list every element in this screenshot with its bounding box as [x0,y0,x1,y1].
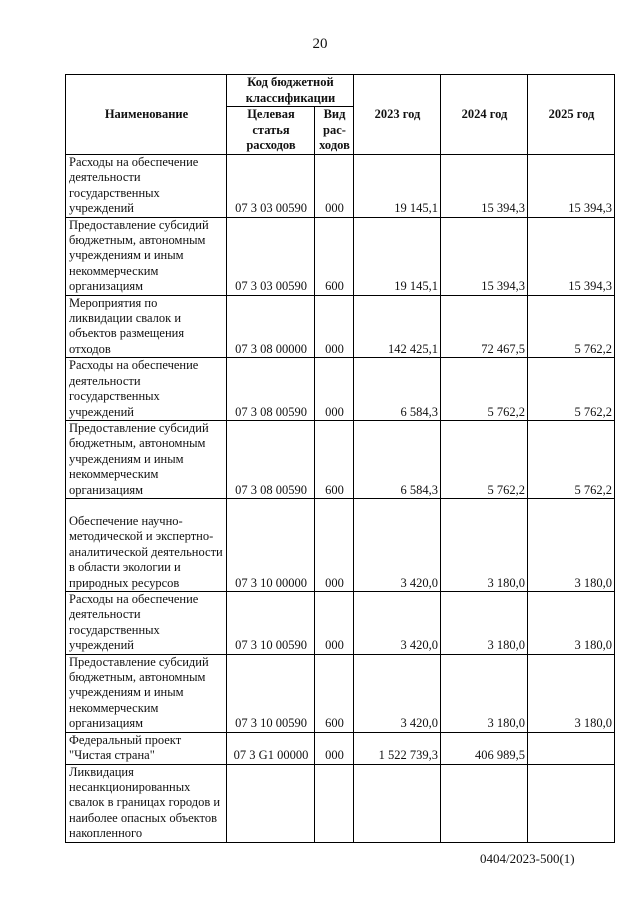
row-name: Федеральный проект "Чистая страна" [66,732,227,764]
row-2023: 3 420,0 [354,498,441,591]
row-kind: 000 [315,732,354,764]
row-2025: 3 180,0 [528,654,615,732]
row-kind [315,764,354,842]
row-target: 07 3 10 00590 [227,654,315,732]
header-name: Наименование [66,75,227,155]
row-target: 07 3 10 00000 [227,498,315,591]
row-name: Обеспечение научно-методической и экспертно-аналитической деятельности в области экологии и природных ресурсов [66,498,227,591]
row-name: Предоставление субсидий бюджетным, автономным учреждениям и иным некоммерческим организациям [66,654,227,732]
row-2023: 1 522 739,3 [354,732,441,764]
row-2024: 5 762,2 [441,420,528,498]
header-kind: Вид рас-ходов [315,107,354,155]
row-target: 07 3 10 00590 [227,591,315,654]
table-row [66,295,615,358]
budget-table [65,74,615,843]
row-kind: 600 [315,217,354,295]
row-2023: 6 584,3 [354,358,441,421]
table-row [66,155,615,218]
table-row [66,420,615,498]
document-number: 0404/2023-500(1) [480,851,575,866]
row-name: Предоставление субсидий бюджетным, автономным учреждениям и иным некоммерческим организациям [66,420,227,498]
row-2023 [354,764,441,842]
row-2023: 3 420,0 [354,591,441,654]
row-2024 [441,764,528,842]
row-2025 [528,764,615,842]
header-2023: 2023 год [354,75,441,155]
table-row [66,591,615,654]
row-2023: 6 584,3 [354,420,441,498]
header-target: Целевая статья расходов [227,107,315,155]
table-row [66,358,615,421]
row-kind: 000 [315,295,354,358]
row-2025: 5 762,2 [528,358,615,421]
row-2023: 142 425,1 [354,295,441,358]
row-2024: 5 762,2 [441,358,528,421]
row-2025: 15 394,3 [528,155,615,218]
row-kind: 600 [315,420,354,498]
row-2024: 15 394,3 [441,155,528,218]
row-2023: 3 420,0 [354,654,441,732]
table-row [66,654,615,732]
page-number: 20 [312,36,328,52]
row-name: Расходы на обеспечение деятельности государственных учреждений [66,358,227,421]
row-kind: 600 [315,654,354,732]
row-kind: 000 [315,498,354,591]
row-2024: 15 394,3 [441,217,528,295]
row-2025: 5 762,2 [528,420,615,498]
row-target: 07 3 08 00590 [227,420,315,498]
row-target: 07 3 03 00590 [227,155,315,218]
row-target [227,764,315,842]
row-2025 [528,732,615,764]
table-row [66,732,615,764]
row-2025: 5 762,2 [528,295,615,358]
row-2025: 3 180,0 [528,591,615,654]
table-row [66,217,615,295]
row-2025: 3 180,0 [528,498,615,591]
row-2024: 72 467,5 [441,295,528,358]
row-kind: 000 [315,155,354,218]
row-2024: 406 989,5 [441,732,528,764]
row-target: 07 3 G1 00000 [227,732,315,764]
row-target: 07 3 03 00590 [227,217,315,295]
row-name: Расходы на обеспечение деятельности государственных учреждений [66,591,227,654]
row-name: Предоставление субсидий бюджетным, автономным учреждениям и иным некоммерческим организациям [66,217,227,295]
row-name: Мероприятия по ликвидации свалок и объектов размещения отходов [66,295,227,358]
row-name: Ликвидация несанкционированных свалок в границах городов и наиболее опасных объектов накопленного [66,764,227,842]
row-name: Расходы на обеспечение деятельности государственных учреждений [66,155,227,218]
row-2025: 15 394,3 [528,217,615,295]
table-row [66,764,615,842]
row-2024: 3 180,0 [441,591,528,654]
row-kind: 000 [315,591,354,654]
row-target: 07 3 08 00590 [227,358,315,421]
row-2023: 19 145,1 [354,155,441,218]
row-2023: 19 145,1 [354,217,441,295]
row-2024: 3 180,0 [441,654,528,732]
table-row [66,498,615,591]
header-code-group: Код бюджетной классификации [227,75,354,107]
header-2024: 2024 год [441,75,528,155]
header-2025: 2025 год [528,75,615,155]
row-2024: 3 180,0 [441,498,528,591]
row-kind: 000 [315,358,354,421]
row-target: 07 3 08 00000 [227,295,315,358]
